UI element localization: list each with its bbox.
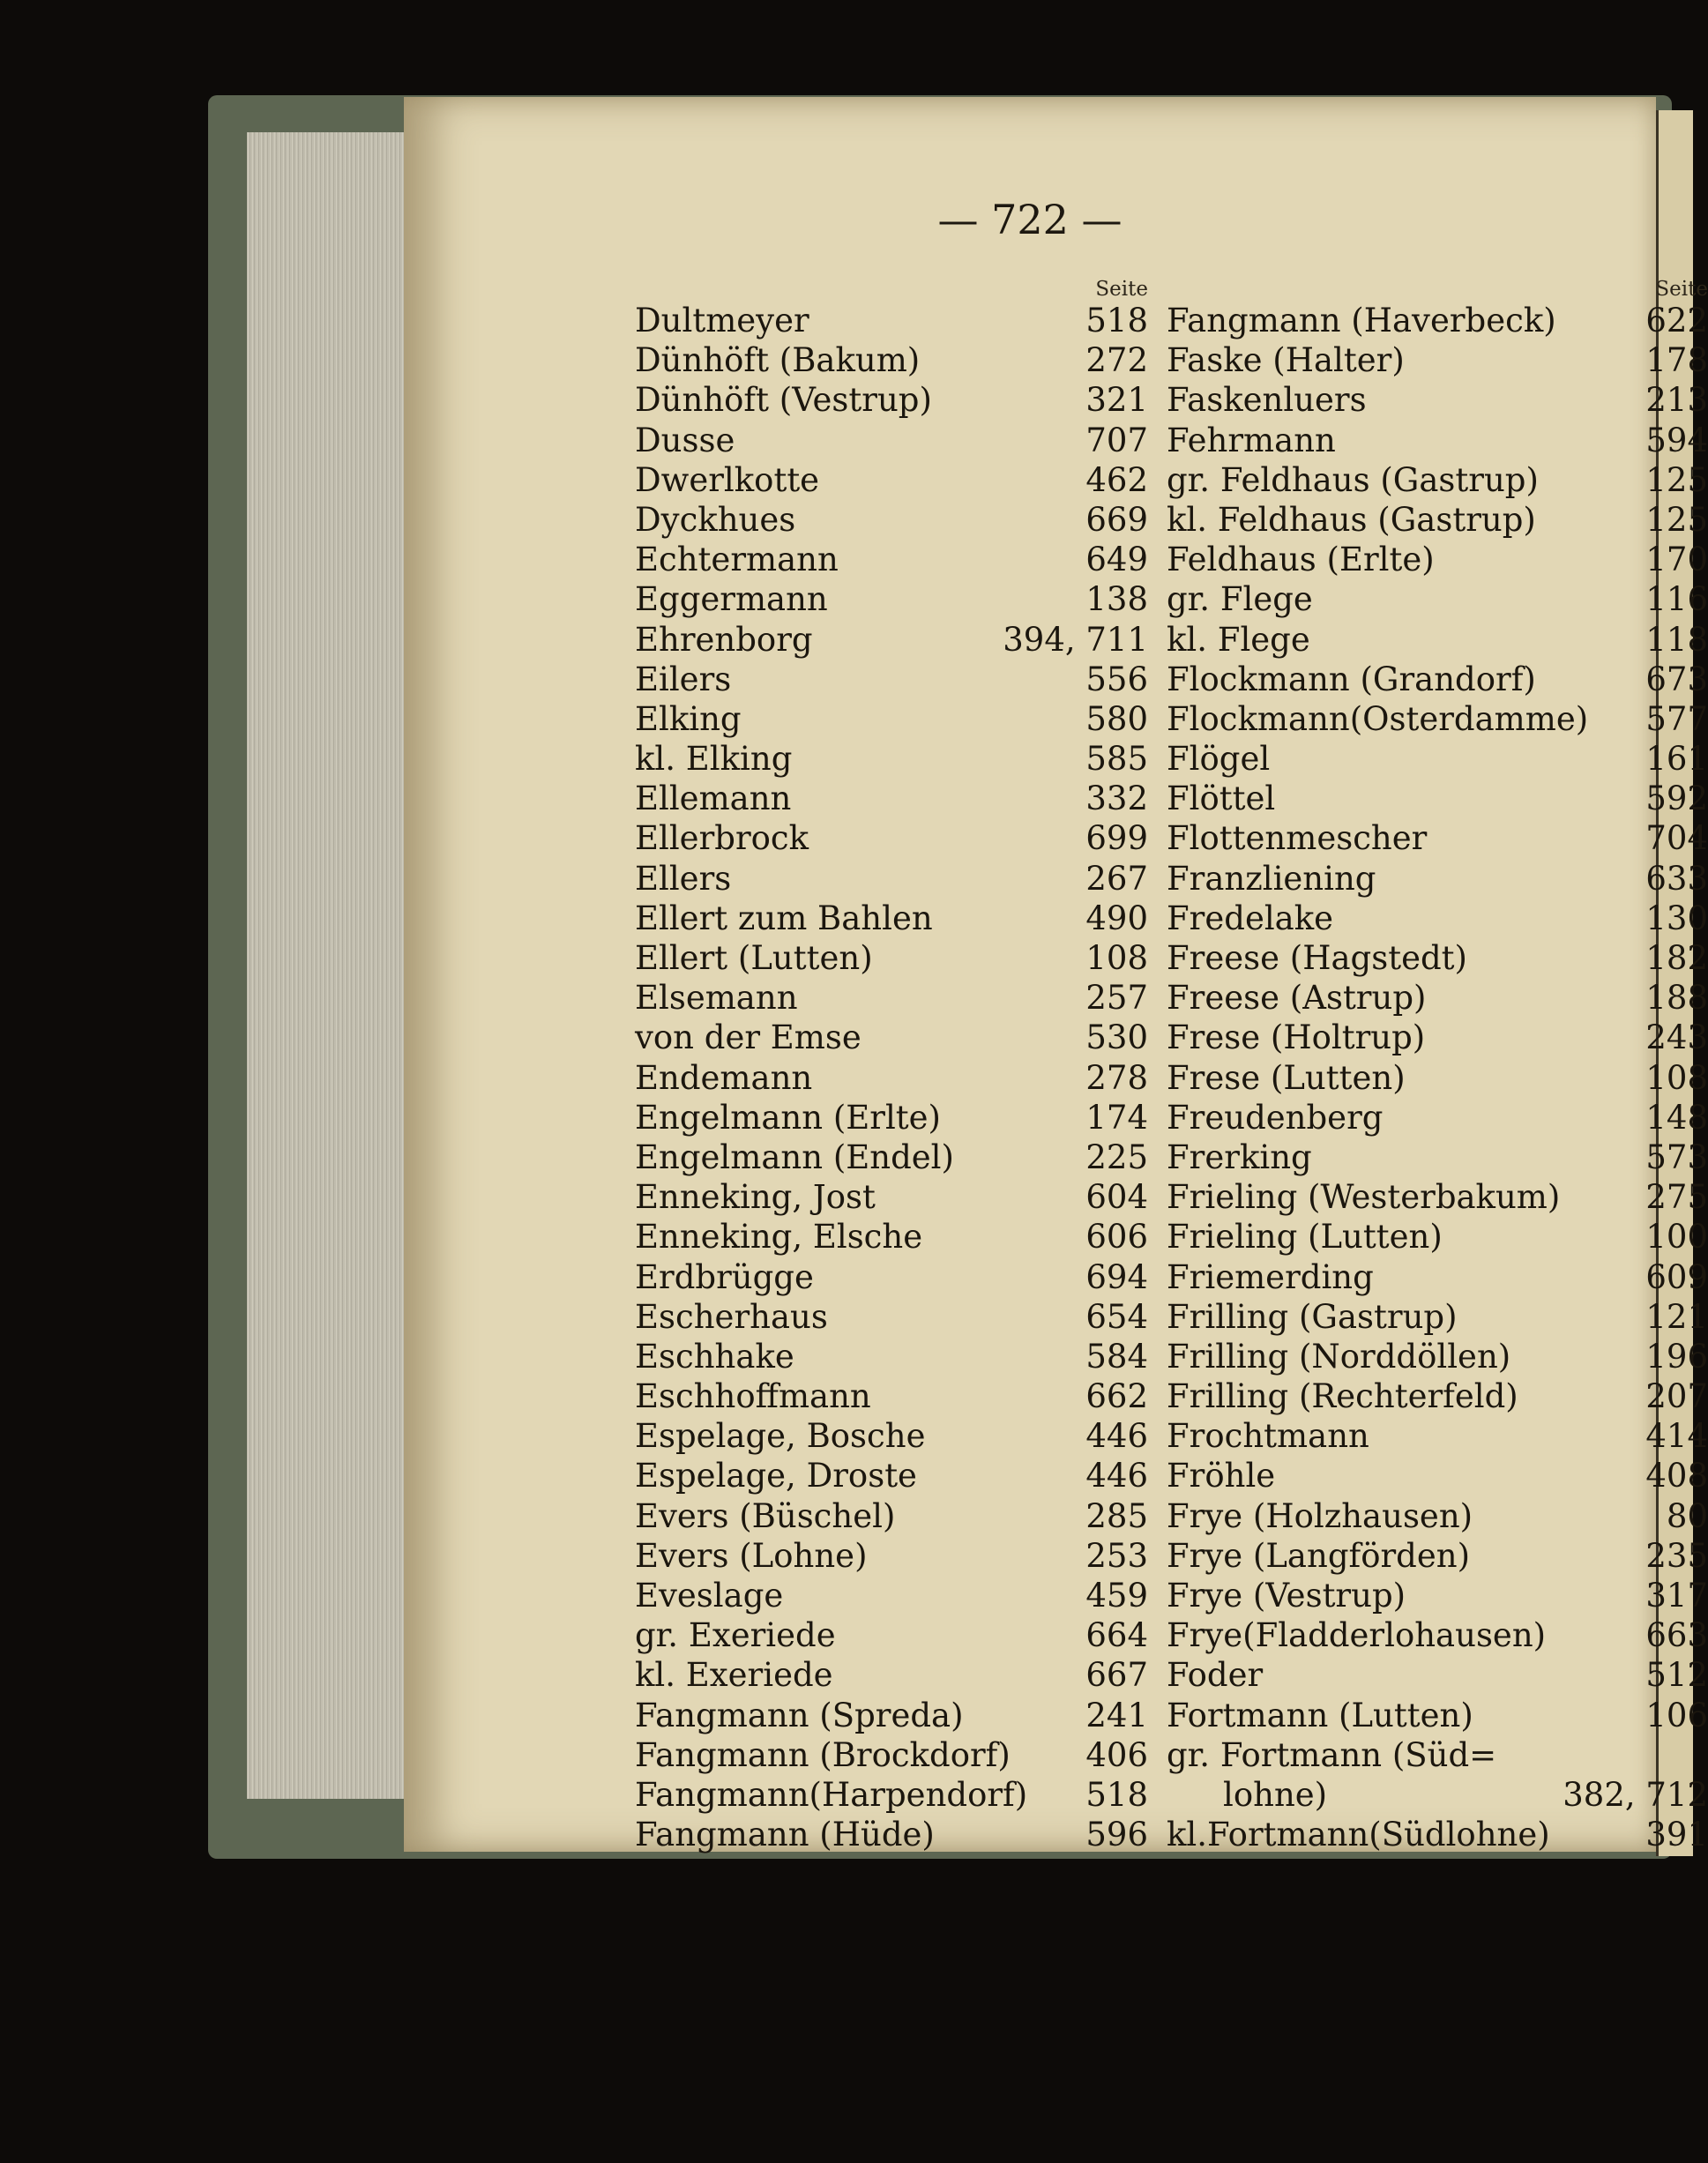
index-entry <box>635 1775 1148 1815</box>
index-entry <box>1167 938 1708 978</box>
entry-page: 100 <box>1645 1218 1708 1257</box>
entry-name: Dultmeyer <box>635 302 809 339</box>
entry-name: Frilling (Gastrup) <box>1167 1297 1458 1336</box>
index-entry <box>1167 1735 1708 1775</box>
entry-page: 530 <box>1085 1018 1148 1057</box>
entry-page: 649 <box>1085 541 1148 579</box>
index-entry <box>1167 1496 1708 1536</box>
index-entry <box>1167 1416 1708 1456</box>
entry-name: Faske (Halter) <box>1167 341 1405 380</box>
entry-name: Flöttel <box>1167 779 1276 818</box>
entry-page: 704 <box>1645 819 1708 858</box>
book-page <box>404 97 1708 1854</box>
index-entry <box>635 779 1148 818</box>
entry-name: Dusse <box>635 421 735 459</box>
entry-name: Engelmann (Endel) <box>635 1137 954 1176</box>
entry-page: 462 <box>1085 460 1148 499</box>
entry-page: 606 <box>1085 1218 1148 1257</box>
index-entry <box>1167 1456 1708 1495</box>
entry-name: Espelage, Droste <box>635 1457 917 1495</box>
index-entry <box>1167 380 1708 420</box>
entry-name: Faskenluers <box>1167 381 1367 420</box>
entry-page: 490 <box>1085 899 1148 937</box>
entry-name: Ehrenborg <box>635 620 813 659</box>
index-entry <box>1167 1018 1708 1057</box>
index-entry <box>1167 1257 1708 1297</box>
entry-page: 664 <box>1085 1616 1148 1655</box>
index-entry <box>1167 301 1708 340</box>
entry-page: 121 <box>1645 1297 1708 1336</box>
entry-page: 275 <box>1645 1178 1708 1217</box>
index-entry <box>635 1137 1148 1177</box>
entry-page: 267 <box>1085 859 1148 898</box>
column-header: Seite <box>1655 278 1708 301</box>
index-entry <box>635 1576 1148 1615</box>
index-entry <box>1167 1297 1708 1337</box>
entry-name: kl. Elking <box>635 740 793 779</box>
entry-name: Eschhake <box>635 1337 794 1376</box>
right-column <box>1167 278 1708 1854</box>
index-entry <box>1167 1137 1708 1177</box>
entry-name: Dwerlkotte <box>635 460 820 499</box>
entry-name: kl. Feldhaus (Gastrup) <box>1167 500 1536 539</box>
index-entry <box>1167 1058 1708 1098</box>
index-entry <box>1167 1536 1708 1576</box>
entry-page: 662 <box>1085 1377 1148 1416</box>
entry-name: Engelmann (Erlte) <box>635 1098 941 1137</box>
entry-page: 394, 711 <box>1003 620 1148 659</box>
entry-page: 213 <box>1645 381 1708 420</box>
index-entry <box>1167 1098 1708 1137</box>
entry-page: 285 <box>1085 1496 1148 1535</box>
entry-name: Flockmann (Grandorf) <box>1167 660 1536 698</box>
index-entry <box>1167 779 1708 818</box>
index-entry <box>1167 500 1708 540</box>
entry-page: 178 <box>1645 341 1708 380</box>
entry-name: kl.Fortmann(Südlohne) <box>1167 1816 1550 1854</box>
entry-name: Ellert (Lutten) <box>635 939 873 977</box>
entry-page: 207 <box>1645 1377 1708 1416</box>
index-entry <box>635 421 1148 460</box>
entry-name: Eilers <box>635 660 732 698</box>
entry-page: 382, 712 <box>1563 1775 1708 1814</box>
index-entry <box>1167 1576 1708 1615</box>
entry-name: Echtermann <box>635 541 839 579</box>
index-entry <box>635 739 1148 779</box>
entry-name: Erdbrügge <box>635 1257 814 1296</box>
entry-page: 188 <box>1645 979 1708 1018</box>
index-entry <box>635 1735 1148 1775</box>
entry-page: 654 <box>1085 1297 1148 1336</box>
entry-page: 196 <box>1645 1337 1708 1376</box>
entry-name: Enneking, Jost <box>635 1178 876 1217</box>
entry-name: Fangmann (Hüde) <box>635 1816 935 1854</box>
entry-name: Ellers <box>635 859 732 898</box>
index-entry <box>635 699 1148 739</box>
index-entry <box>635 1297 1148 1337</box>
entry-page: 118 <box>1645 620 1708 659</box>
entry-name: Eveslage <box>635 1577 784 1615</box>
index-entry <box>1167 1217 1708 1257</box>
entry-name: Franzliening <box>1167 859 1376 898</box>
index-entry <box>635 859 1148 899</box>
entry-name: Espelage, Bosche <box>635 1417 926 1456</box>
entry-name: gr. Feldhaus (Gastrup) <box>1167 460 1539 499</box>
entry-page: 604 <box>1085 1178 1148 1217</box>
index-entry <box>635 1416 1148 1456</box>
entry-list <box>1167 301 1708 1854</box>
index-entry <box>635 380 1148 420</box>
entry-name: Enneking, Elsche <box>635 1218 923 1257</box>
index-entry <box>635 460 1148 500</box>
index-entry <box>1167 421 1708 460</box>
index-entry <box>635 938 1148 978</box>
index-entry <box>1167 620 1708 660</box>
entry-name: Frochtmann <box>1167 1417 1369 1456</box>
entry-name: Dünhöft (Vestrup) <box>635 381 932 420</box>
entry-name: kl. Exeriede <box>635 1656 833 1695</box>
entry-page: 182 <box>1645 939 1708 977</box>
entry-page: 225 <box>1085 1137 1148 1176</box>
entry-page: 459 <box>1085 1577 1148 1615</box>
entry-name: Fangmann (Haverbeck) <box>1167 302 1556 339</box>
entry-name: Ellerbrock <box>635 819 809 858</box>
index-entry <box>635 1536 1148 1576</box>
entry-page: 596 <box>1085 1816 1148 1854</box>
entry-page: 446 <box>1085 1457 1148 1495</box>
entry-name: Fehrmann <box>1167 421 1336 459</box>
entry-page: 257 <box>1085 979 1148 1018</box>
entry-name: Flögel <box>1167 740 1271 779</box>
entry-name: gr. Fortmann (Süd= <box>1167 1735 1497 1774</box>
entry-page: 609 <box>1645 1257 1708 1296</box>
entry-name: Ellemann <box>635 779 792 818</box>
left-column <box>635 278 1148 1854</box>
entry-page: 556 <box>1085 660 1148 698</box>
entry-page: 116 <box>1645 580 1708 619</box>
entry-page: 106 <box>1645 1696 1708 1734</box>
index-entry <box>635 978 1148 1018</box>
entry-page: 406 <box>1085 1735 1148 1774</box>
index-entry <box>635 579 1148 619</box>
entry-name: Flottenmescher <box>1167 819 1428 858</box>
index-entry <box>635 1456 1148 1495</box>
entry-page: 170 <box>1645 541 1708 579</box>
index-entry <box>635 1018 1148 1057</box>
index-entry <box>635 1696 1148 1735</box>
entry-page: 241 <box>1085 1696 1148 1734</box>
index-entry <box>635 1655 1148 1695</box>
entry-page: 667 <box>1085 1656 1148 1695</box>
entry-page: 622 <box>1645 302 1708 339</box>
entry-page: 518 <box>1085 302 1148 339</box>
entry-page: 592 <box>1645 779 1708 818</box>
entry-page: 585 <box>1085 740 1148 779</box>
index-entry <box>1167 460 1708 500</box>
entry-name: Foder <box>1167 1656 1264 1695</box>
entry-name: Eschhoffmann <box>635 1377 871 1416</box>
entry-name: Fröhle <box>1167 1457 1276 1495</box>
index-entry <box>635 340 1148 380</box>
index-entry <box>1167 1775 1708 1815</box>
index-entry <box>1167 1177 1708 1217</box>
entry-name: Escherhaus <box>635 1297 828 1336</box>
entry-page: 414 <box>1645 1417 1708 1456</box>
index-entry <box>635 1058 1148 1098</box>
entry-name: Frye (Langförden) <box>1167 1536 1471 1575</box>
index-entry <box>635 500 1148 540</box>
entry-page: 512 <box>1645 1656 1708 1695</box>
entry-page: 125 <box>1645 500 1708 539</box>
entry-page: 518 <box>1085 1775 1148 1814</box>
index-entry <box>1167 540 1708 579</box>
entry-name: Frye(Fladderlohausen) <box>1167 1616 1547 1655</box>
entry-name: lohne) <box>1223 1775 1328 1814</box>
index-entry <box>635 899 1148 938</box>
index-entry <box>635 818 1148 858</box>
index-entry <box>1167 1655 1708 1695</box>
entry-page: 235 <box>1645 1536 1708 1575</box>
entry-page: 694 <box>1085 1257 1148 1296</box>
entry-page: 408 <box>1645 1457 1708 1495</box>
entry-name: Frese (Holtrup) <box>1167 1018 1426 1057</box>
entry-name: Fangmann(Harpendorf) <box>635 1775 1028 1814</box>
entry-page: 278 <box>1085 1058 1148 1097</box>
entry-page: 138 <box>1085 580 1148 619</box>
index-entry <box>635 1615 1148 1655</box>
entry-page: 321 <box>1085 381 1148 420</box>
entry-name: Elking <box>635 699 742 738</box>
index-entry <box>635 540 1148 579</box>
entry-name: Flockmann(Osterdamme) <box>1167 699 1589 738</box>
entry-page: 699 <box>1085 819 1148 858</box>
entry-name: Frese (Lutten) <box>1167 1058 1406 1097</box>
entry-name: Frilling (Norddöllen) <box>1167 1337 1511 1376</box>
entry-name: Dyckhues <box>635 500 796 539</box>
entry-name: Freudenberg <box>1167 1098 1384 1137</box>
index-entry <box>1167 899 1708 938</box>
entry-name: Evers (Lohne) <box>635 1536 868 1575</box>
entry-name: Fangmann (Brockdorf) <box>635 1735 1011 1774</box>
index-entry <box>635 1376 1148 1416</box>
index-entry <box>1167 579 1708 619</box>
entry-name: Frye (Holzhausen) <box>1167 1496 1473 1535</box>
entry-name: Ellert zum Bahlen <box>635 899 933 937</box>
entry-page: 594 <box>1645 421 1708 459</box>
entry-page: 391 <box>1645 1816 1708 1854</box>
index-entry <box>635 301 1148 340</box>
index-entry <box>635 1257 1148 1297</box>
entry-name: Frieling (Westerbakum) <box>1167 1178 1561 1217</box>
column-header: Seite <box>1095 278 1148 301</box>
entry-list <box>635 301 1148 1854</box>
index-entry <box>635 620 1148 660</box>
index-entry <box>635 1177 1148 1217</box>
entry-name: Endemann <box>635 1058 813 1097</box>
entry-name: kl. Flege <box>1167 620 1310 659</box>
index-entry <box>1167 859 1708 899</box>
entry-page: 332 <box>1085 779 1148 818</box>
index-entry <box>1167 1615 1708 1655</box>
entry-name: von der Emse <box>635 1018 861 1057</box>
entry-page: 669 <box>1085 500 1148 539</box>
entry-page: 584 <box>1085 1337 1148 1376</box>
index-entry <box>1167 978 1708 1018</box>
entry-page: 673 <box>1645 660 1708 698</box>
index-entry <box>635 660 1148 699</box>
entry-name: Frieling (Lutten) <box>1167 1218 1443 1257</box>
entry-page: 148 <box>1645 1098 1708 1137</box>
index-entry <box>1167 699 1708 739</box>
index-entry <box>635 1098 1148 1137</box>
entry-page: 573 <box>1645 1137 1708 1176</box>
entry-page: 125 <box>1645 460 1708 499</box>
entry-page: 108 <box>1645 1058 1708 1097</box>
index-entry <box>1167 1376 1708 1416</box>
page-edges <box>247 132 414 1799</box>
entry-name: Frerking <box>1167 1137 1312 1176</box>
entry-name: gr. Flege <box>1167 580 1313 619</box>
entry-page: 272 <box>1085 341 1148 380</box>
entry-page: 633 <box>1645 859 1708 898</box>
entry-name: Freese (Astrup) <box>1167 979 1427 1018</box>
entry-name: Elsemann <box>635 979 798 1018</box>
entry-page: 80 <box>1666 1496 1708 1535</box>
index-entry <box>1167 739 1708 779</box>
entry-page: 577 <box>1645 699 1708 738</box>
index-entry <box>635 1217 1148 1257</box>
entry-page: 130 <box>1645 899 1708 937</box>
entry-name: gr. Exeriede <box>635 1616 836 1655</box>
index-entry <box>1167 340 1708 380</box>
entry-name: Fredelake <box>1167 899 1334 937</box>
index-entry <box>635 1337 1148 1376</box>
entry-name: Frye (Vestrup) <box>1167 1577 1406 1615</box>
entry-page: 253 <box>1085 1536 1148 1575</box>
index-entry <box>1167 1337 1708 1376</box>
index-entry <box>1167 660 1708 699</box>
entry-name: Feldhaus (Erlte) <box>1167 541 1435 579</box>
entry-name: Freese (Hagstedt) <box>1167 939 1467 977</box>
entry-page: 243 <box>1645 1018 1708 1057</box>
index-entry <box>635 1815 1148 1854</box>
entry-name: Fangmann (Spreda) <box>635 1696 964 1734</box>
entry-page: 707 <box>1085 421 1148 459</box>
index-entry <box>1167 1815 1708 1854</box>
entry-page: 580 <box>1085 699 1148 738</box>
entry-page: 174 <box>1085 1098 1148 1137</box>
entry-name: Fortmann (Lutten) <box>1167 1696 1473 1734</box>
entry-page: 317 <box>1645 1577 1708 1615</box>
index-entry <box>1167 818 1708 858</box>
entry-page: 108 <box>1085 939 1148 977</box>
entry-name: Frilling (Rechterfeld) <box>1167 1377 1518 1416</box>
page-number: — 722 — <box>937 196 1123 243</box>
entry-name: Eggermann <box>635 580 828 619</box>
entry-page: 161 <box>1645 740 1708 779</box>
index-entry <box>1167 1696 1708 1735</box>
entry-page: 663 <box>1645 1616 1708 1655</box>
entry-page: 446 <box>1085 1417 1148 1456</box>
index-entry <box>635 1496 1148 1536</box>
entry-name: Dünhöft (Bakum) <box>635 341 921 380</box>
entry-name: Friemerding <box>1167 1257 1374 1296</box>
entry-name: Evers (Büschel) <box>635 1496 896 1535</box>
